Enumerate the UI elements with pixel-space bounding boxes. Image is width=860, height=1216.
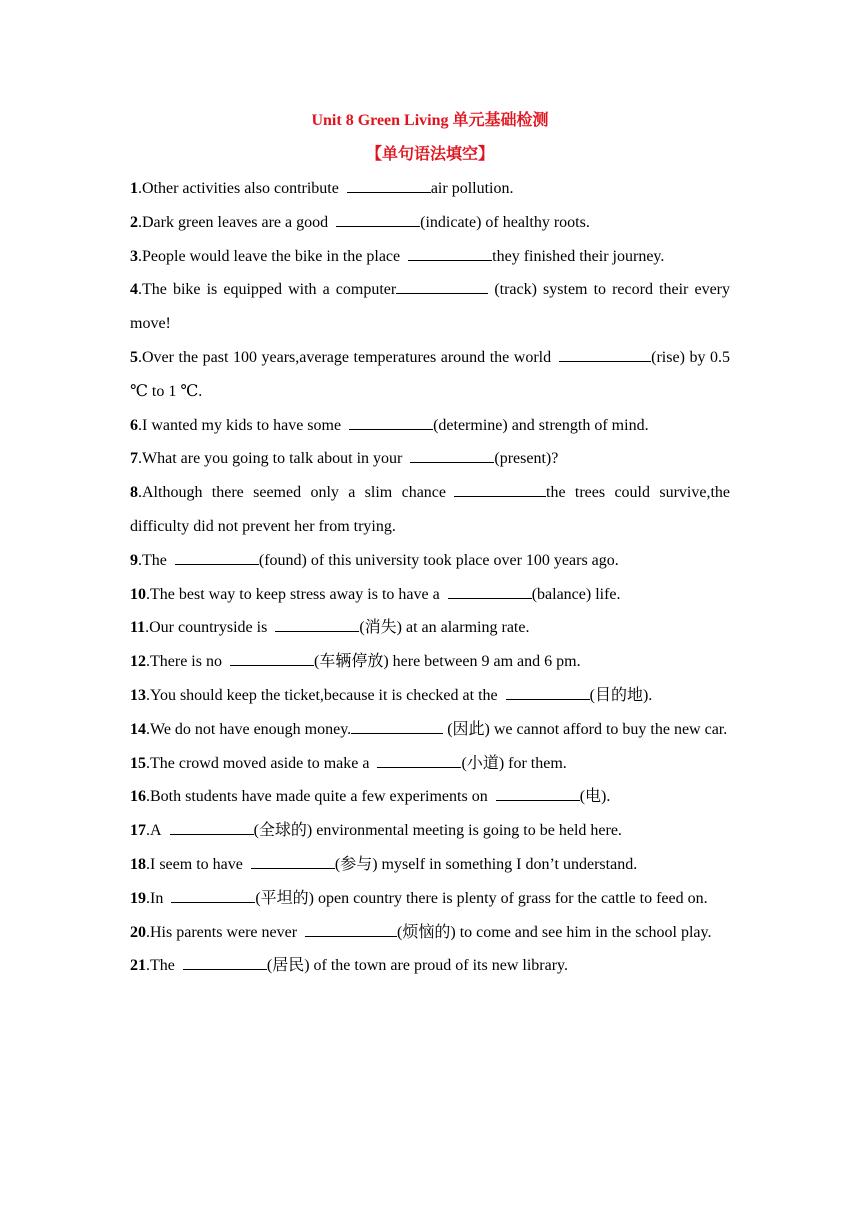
question-text-before: .There is no <box>146 653 222 671</box>
question-number: 1 <box>130 180 138 197</box>
question-text-after: (目的地). <box>589 686 653 704</box>
question-text-before: .We do not have enough money. <box>146 720 352 738</box>
question-text-after: (平坦的) open country there is plenty of grass for the cattle to feed on. <box>255 889 708 907</box>
question-text-before: .I wanted my kids to have some <box>138 416 342 434</box>
question-text-before: .Our countryside is <box>145 619 268 637</box>
question-number: 8 <box>130 484 138 502</box>
question-text-after: (found) of this university took place over 100 years ago. <box>258 551 619 569</box>
question-number: 11 <box>130 619 146 637</box>
question-item <box>130 882 730 916</box>
question-number: 10 <box>130 585 146 603</box>
question-number: 5 <box>130 348 138 366</box>
question-text-after: (indicate) of healthy roots. <box>420 213 590 231</box>
question-item <box>130 206 730 240</box>
question-item <box>130 341 730 409</box>
question-number: 17 <box>130 822 146 840</box>
answer-blank[interactable] <box>454 481 546 497</box>
question-text-before: .Dark green leaves are a good <box>138 213 329 231</box>
question-text-after: (电). <box>579 788 611 806</box>
answer-blank[interactable] <box>351 718 443 734</box>
question-item <box>130 240 730 274</box>
question-text-before: .People would leave the bike in the place <box>138 247 401 265</box>
question-number: 18 <box>130 855 146 873</box>
question-text-before: .Other activities also contribute <box>138 180 339 197</box>
question-text-after: (balance) life. <box>531 585 621 603</box>
answer-blank[interactable] <box>349 414 433 430</box>
question-text-after: (参与) myself in something I don’t understand. <box>334 855 638 873</box>
answer-blank[interactable] <box>448 583 532 599</box>
question-text-before: .I seem to have <box>146 855 243 873</box>
question-number: 14 <box>130 720 146 738</box>
answer-blank[interactable] <box>183 954 267 970</box>
question-number: 6 <box>130 416 138 434</box>
page-title: Unit 8 Green Living 单元基础检测 <box>311 112 549 129</box>
answer-blank[interactable] <box>230 650 314 666</box>
question-text-after: the trees could survive,the difficulty did not prevent her from trying. <box>130 484 730 535</box>
worksheet-page <box>130 104 730 983</box>
answer-blank[interactable] <box>410 447 494 463</box>
question-text-after: (track) system to record their every move! <box>130 281 730 333</box>
question-item <box>130 172 730 206</box>
answer-blank[interactable] <box>506 684 590 700</box>
question-text-before: .The best way to keep stress away is to have a <box>146 585 440 603</box>
answer-blank[interactable] <box>347 177 431 193</box>
question-item <box>130 848 730 882</box>
question-text-after: they finished their journey. <box>492 247 665 265</box>
question-number: 21 <box>130 957 146 975</box>
question-text-after: (小道) for them. <box>461 754 567 772</box>
question-number: 7 <box>130 450 138 468</box>
question-text-after: (全球的) environmental meeting is going to be held here. <box>253 822 622 840</box>
question-item <box>130 780 730 814</box>
question-number: 20 <box>130 923 146 941</box>
question-number: 16 <box>130 788 146 806</box>
answer-blank[interactable] <box>496 785 580 801</box>
question-item <box>130 916 730 950</box>
question-text-after: (居民) of the town are proud of its new library. <box>266 957 568 975</box>
question-item <box>130 679 730 713</box>
question-text-before: .Over the past 100 years,average temperatures around the world <box>138 348 552 366</box>
question-text-before: .The <box>146 957 175 975</box>
question-item <box>130 747 730 781</box>
question-number: 15 <box>130 754 146 772</box>
question-text-after: (rise) by 0.5 ℃ to 1 ℃. <box>130 348 730 400</box>
question-text-before: .His parents were never <box>146 923 298 941</box>
answer-blank[interactable] <box>559 346 651 362</box>
question-item <box>130 476 730 544</box>
question-text-after: (determine) and strength of mind. <box>433 416 649 434</box>
answer-blank[interactable] <box>408 245 492 261</box>
question-text-after: (因此) we cannot afford to buy the new car. <box>443 720 728 738</box>
question-item <box>130 611 730 645</box>
question-item <box>130 544 730 578</box>
answer-blank[interactable] <box>171 887 255 903</box>
question-number: 4 <box>130 281 138 299</box>
question-item <box>130 442 730 476</box>
answer-blank[interactable] <box>251 853 335 869</box>
answer-blank[interactable] <box>275 616 359 632</box>
question-number: 12 <box>130 653 146 671</box>
question-text-after: (车辆停放) here between 9 am and 6 pm. <box>313 653 581 671</box>
question-text-after: (present)? <box>494 450 559 468</box>
question-number: 13 <box>130 686 146 704</box>
question-number: 9 <box>130 551 138 569</box>
question-text-before: .Both students have made quite a few experiments on <box>146 788 488 806</box>
question-text-before: .In <box>146 889 164 907</box>
question-text-before: .What are you going to talk about in your <box>138 450 403 468</box>
question-text-before: .A <box>146 822 162 840</box>
question-number: 2 <box>130 213 138 231</box>
question-text-after: (烦恼的) to come and see him in the school play. <box>397 923 712 941</box>
question-text-before: .Although there seemed only a slim chance <box>138 484 446 502</box>
answer-blank[interactable] <box>170 819 254 835</box>
question-number: 19 <box>130 889 146 907</box>
question-item <box>130 949 730 983</box>
answer-blank[interactable] <box>336 211 420 227</box>
answer-blank[interactable] <box>305 921 397 937</box>
question-text-before: .The bike is equipped with a computer <box>138 281 397 299</box>
question-item <box>130 713 730 747</box>
question-text-after: (消失) at an alarming rate. <box>359 619 530 637</box>
question-text-before: .The crowd moved aside to make a <box>146 754 370 772</box>
answer-blank[interactable] <box>377 752 461 768</box>
answer-blank[interactable] <box>396 278 488 294</box>
answer-blank[interactable] <box>175 549 259 565</box>
question-item <box>130 645 730 679</box>
question-item <box>130 273 730 341</box>
question-item <box>130 409 730 443</box>
question-number: 3 <box>130 247 138 265</box>
question-text-after: air pollution. <box>430 180 514 197</box>
question-item <box>130 578 730 612</box>
section-heading: 【单句语法填空】 <box>365 146 494 163</box>
question-text-before: .The <box>138 551 167 569</box>
question-text-before: .You should keep the ticket,because it is checked at the <box>146 686 498 704</box>
question-item <box>130 814 730 848</box>
